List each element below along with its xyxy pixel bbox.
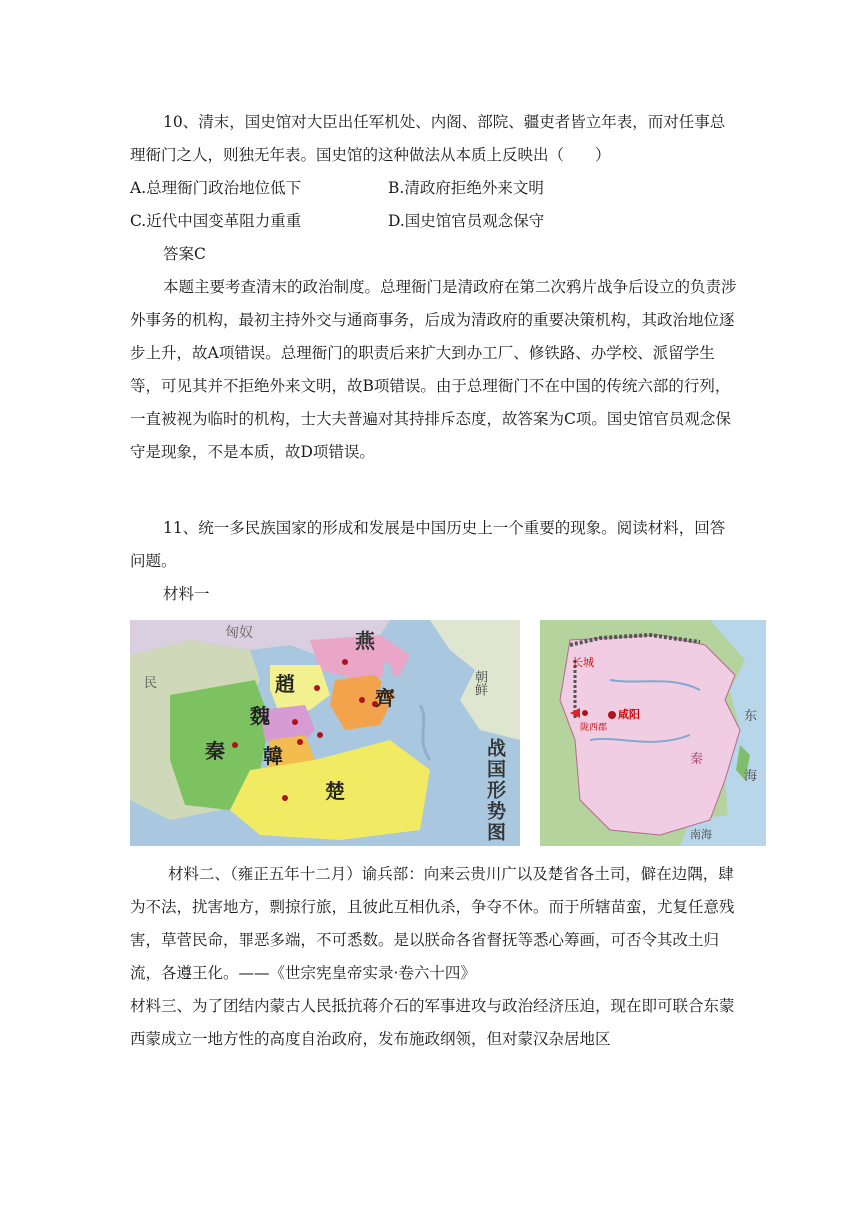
label-zhao: 趙	[275, 672, 295, 696]
label-chu: 楚	[325, 779, 345, 803]
warring-states-map	[130, 620, 520, 846]
qin-dynasty-map	[540, 620, 766, 846]
warring-states-map-image	[130, 620, 520, 846]
option-d: D.国史馆官员观念保守	[388, 212, 545, 230]
label-chaoxian: 朝鲜	[472, 670, 487, 696]
label-han: 韓	[263, 744, 283, 768]
map1-title: 战国形势图	[484, 738, 506, 843]
label-qi: 齊	[375, 686, 395, 710]
option-c: C.近代中国变革阻力重重	[130, 212, 302, 230]
q10-answer: 答案C	[163, 245, 206, 263]
label-qin: 秦	[205, 739, 225, 763]
q11-stem: 11、统一多民族国家的形成和发展是中国历史上一个重要的现象。阅读材料，回答问题。	[130, 519, 726, 570]
label-qin-map2: 秦	[690, 752, 704, 767]
label-dong: 东	[744, 709, 758, 724]
option-b: B.清政府拒绝外来文明	[388, 179, 544, 197]
q10-stem: 10、清末，国史馆对大臣出任军机处、内阁、部院、疆吏者皆立年表，而对任事总理衙门之人，则独无年表。国史馆的这种做法从本质上反映出（ ）	[130, 113, 726, 164]
material2-text: 材料二、（雍正五年十二月）谕兵部：向来云贵川广以及楚省各土司，僻在边隅，肆为不法，扰害地方，剽掠行旅，且彼此互相仇杀，争夺不休。而于所辖苗蛮，尤复任意残害，草菅民命，罪恶多端，不可悉数。是以朕命各省督抚等悉心筹画，可否令其改土归流，各遵王化。——《世宗宪皇帝实录·卷六十四》	[130, 865, 735, 982]
label-yan: 燕	[355, 629, 375, 653]
label-changcheng: 长城	[572, 656, 594, 669]
label-xianyang: 咸阳	[618, 708, 640, 721]
material1-label: 材料一	[163, 585, 210, 603]
q10-options	[130, 172, 740, 238]
label-xiongnu: 匈奴	[225, 625, 253, 641]
material3-text: 材料三、为了团结内蒙古人民抵抗蒋介石的军事进攻与政治经济压迫，现在即可联合东蒙西蒙成立一地方性的高度自治政府，发布施政纲领，但对蒙汉杂居地区	[130, 997, 735, 1048]
label-longxi: 陇西郡	[580, 723, 608, 733]
label-hai: 海	[744, 769, 758, 784]
label-min: 民	[144, 676, 158, 691]
label-nanhai: 南海	[690, 828, 712, 841]
q10-analysis: 本题主要考查清末的政治制度。总理衙门是清政府在第二次鸦片战争后设立的负责涉外事务的机构，最初主持外交与通商事务，后成为清政府的重要决策机构，其政治地位逐步上升，故A项错误。总理衙门的职责后来扩大到办工厂、修铁路、办学校、派留学生等，可见其并不拒绝外来文明，故B项错误。由于总理衙门不在中国的传统六部的行列，一直被视为临时的机构，士大夫普遍对其持排斥态度，故答案为C项。国史馆官员观念保守是现象，不是本质，故D项错误。	[130, 278, 737, 461]
label-wei: 魏	[250, 704, 270, 728]
option-a: A.总理衙门政治地位低下	[130, 179, 302, 197]
